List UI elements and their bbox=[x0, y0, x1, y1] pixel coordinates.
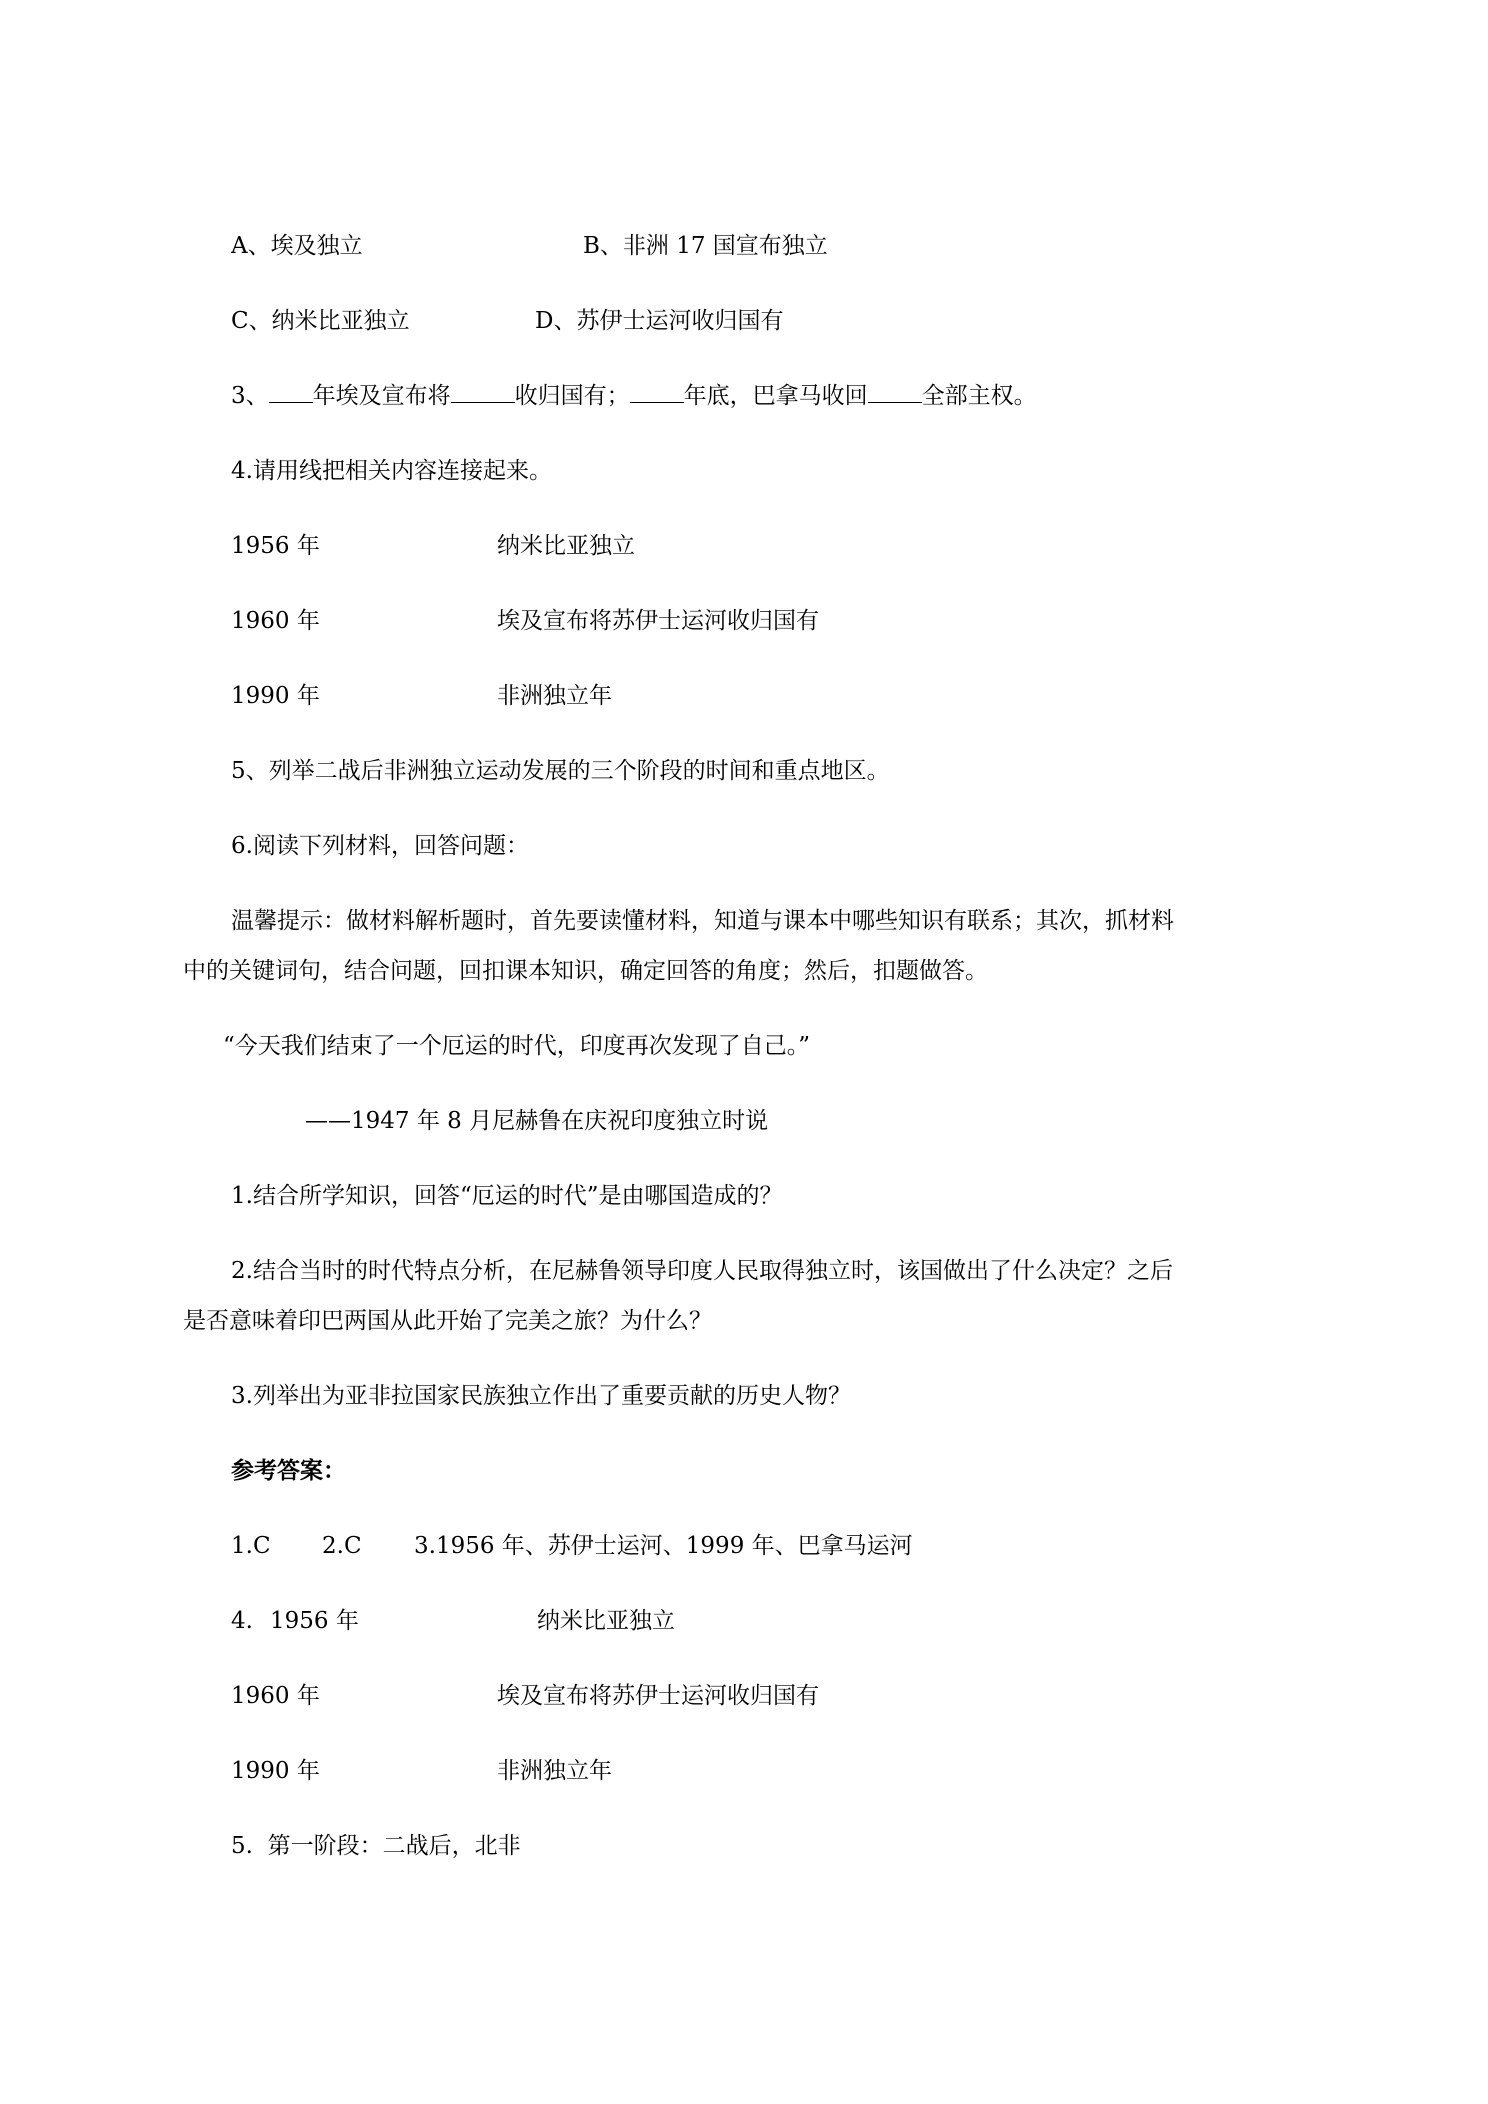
answer-1: 1.C bbox=[231, 1533, 271, 1559]
q3-part1: 年埃及宣布将 bbox=[312, 383, 451, 409]
sub-question-3: 3.列举出为亚非拉国家民族独立作出了重要贡献的历史人物？ bbox=[231, 1383, 851, 1409]
tip-line-2: 中的关键词句，结合问题，回扣课本知识，确定回答的角度；然后，扣题做答。 bbox=[183, 958, 988, 984]
answer-4-event-2: 埃及宣布将苏伊士运河收归国有 bbox=[497, 1683, 819, 1709]
q4-year-2: 1960 年 bbox=[231, 608, 320, 634]
answer-2: 2.C bbox=[322, 1533, 362, 1559]
option-a: A、埃及独立 bbox=[231, 233, 363, 259]
option-b: B、非洲 17 国宣布独立 bbox=[583, 233, 828, 259]
question-4-title: 4.请用线把相关内容连接起来。 bbox=[231, 458, 552, 484]
q3-part2: 收归国有； bbox=[514, 383, 630, 409]
answers-heading: 参考答案： bbox=[231, 1457, 346, 1484]
q4-year-1: 1956 年 bbox=[231, 533, 320, 559]
answer-4-year-1: 1956 年 bbox=[270, 1608, 359, 1634]
answer-4-event-3: 非洲独立年 bbox=[497, 1758, 612, 1784]
q4-year-3: 1990 年 bbox=[231, 683, 320, 709]
tip-line-1: 温馨提示：做材料解析题时，首先要读懂材料，知道与课本中哪些知识有联系；其次，抓材料 bbox=[231, 908, 1174, 934]
answer-5: 5. 第一阶段：二战后，北非 bbox=[231, 1833, 521, 1859]
q3-blank-2[interactable] bbox=[451, 380, 515, 403]
sub-question-2-line-2: 是否意味着印巴两国从此开始了完美之旅？为什么？ bbox=[183, 1308, 712, 1334]
q3-blank-1[interactable] bbox=[269, 380, 313, 403]
answer-4-year-2: 1960 年 bbox=[231, 1683, 320, 1709]
q4-event-3: 非洲独立年 bbox=[497, 683, 612, 709]
q4-event-1: 纳米比亚独立 bbox=[497, 533, 635, 559]
material-source: ——1947 年 8 月尼赫鲁在庆祝印度独立时说 bbox=[305, 1108, 769, 1134]
q3-part4: 全部主权。 bbox=[921, 383, 1037, 409]
q3-prefix: 3、 bbox=[231, 383, 269, 409]
answer-4-event-1: 纳米比亚独立 bbox=[537, 1608, 675, 1634]
sub-question-1: 1.结合所学知识，回答“厄运的时代”是由哪国造成的？ bbox=[231, 1183, 783, 1209]
option-d: D、苏伊士运河收归国有 bbox=[535, 308, 784, 334]
option-c: C、纳米比亚独立 bbox=[231, 308, 410, 334]
sub-question-2-line-1: 2.结合当时的时代特点分析，在尼赫鲁领导印度人民取得独立时，该国做出了什么决定？之后 bbox=[231, 1258, 1173, 1284]
q3-blank-3[interactable] bbox=[630, 380, 684, 403]
question-5: 5、列举二战后非洲独立运动发展的三个阶段的时间和重点地区。 bbox=[231, 758, 890, 784]
answer-4-year-3: 1990 年 bbox=[231, 1758, 320, 1784]
question-6-title: 6.阅读下列材料，回答问题： bbox=[231, 833, 529, 859]
answer-3: 3.1956 年、苏伊士运河、1999 年、巴拿马运河 bbox=[414, 1533, 913, 1559]
q4-event-2: 埃及宣布将苏伊士运河收归国有 bbox=[497, 608, 819, 634]
answer-4-prefix: 4. bbox=[231, 1608, 253, 1634]
q3-blank-4[interactable] bbox=[868, 380, 922, 403]
question-3 bbox=[231, 380, 1037, 412]
q3-part3: 年底，巴拿马收回 bbox=[683, 383, 868, 409]
material-quote: “今天我们结束了一个厄运的时代，印度再次发现了自己。” bbox=[223, 1033, 811, 1059]
